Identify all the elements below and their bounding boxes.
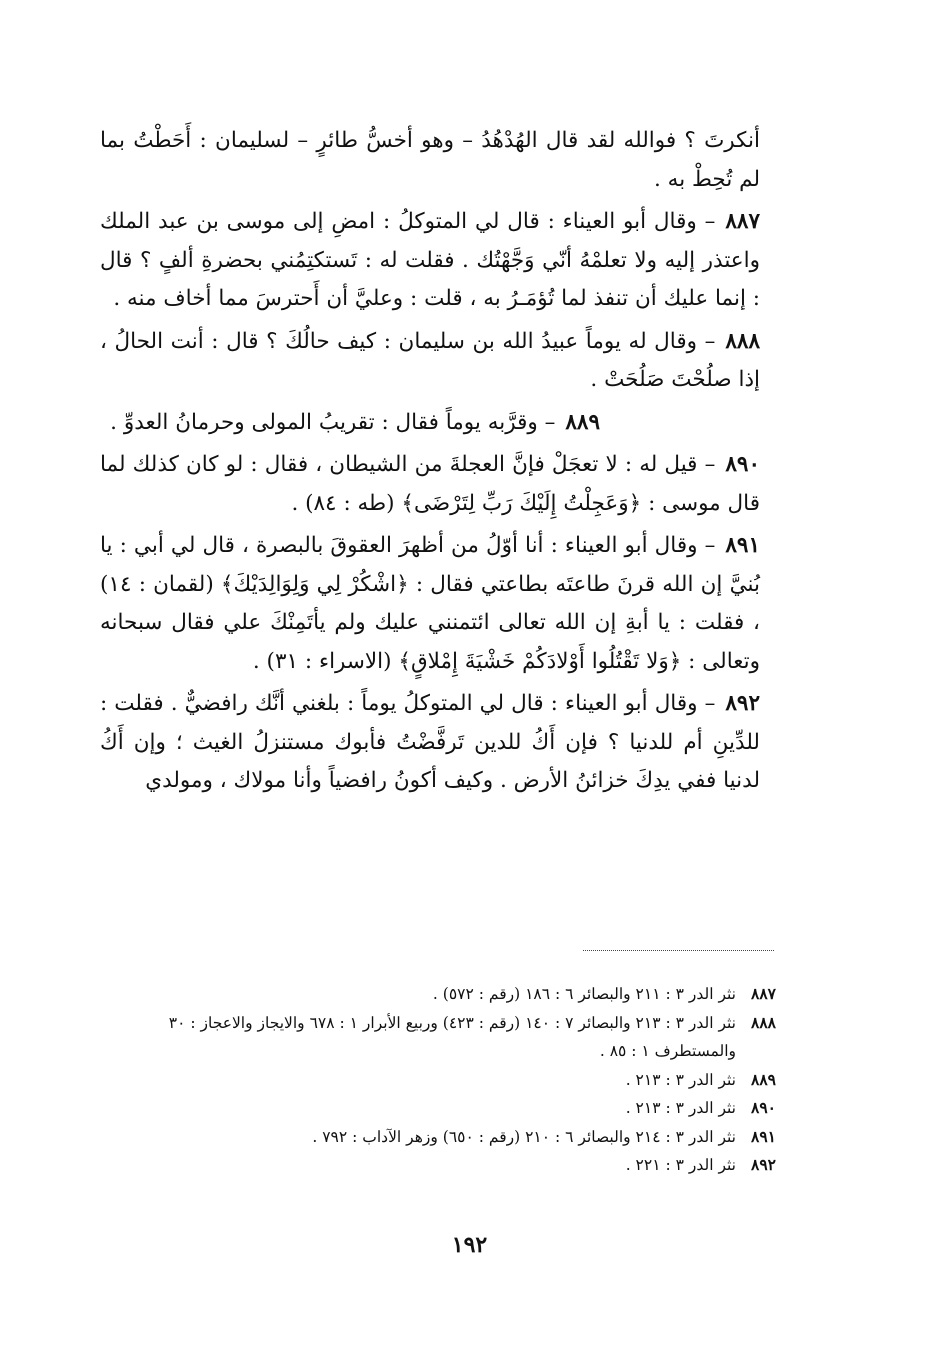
footnote-number: ٨٨٩ bbox=[751, 1069, 776, 1089]
paragraph-889 bbox=[100, 404, 760, 443]
paragraph-continuation bbox=[100, 122, 760, 199]
paragraph-891 bbox=[100, 527, 760, 681]
paragraph-text: أنكرتَ ؟ فوالله لقد قال الهُدْهُدُ – وهو أخسُّ طائرٍ – لسليمان : أَحَطْتُ بما لم تُحِطْ به . bbox=[100, 128, 760, 192]
footnote-887 bbox=[100, 980, 776, 1009]
paragraph-number: ٨٨٩ bbox=[565, 409, 600, 435]
footnotes bbox=[100, 980, 776, 1180]
paragraph-number: ٨٩٢ bbox=[725, 691, 760, 716]
footnote-number: ٨٩١ bbox=[751, 1126, 776, 1146]
paragraph-text: – وقرَّبه يوماً فقال : تقريبُ المولى وحرمانُ العدوِّ . bbox=[110, 409, 556, 435]
footnote-888 bbox=[100, 1009, 776, 1066]
paragraph-890 bbox=[100, 446, 760, 523]
main-text bbox=[100, 122, 760, 805]
paragraph-text: – وقال له يوماً عبيدُ الله بن سليمان : كيف حالُكَ ؟ قال : أنت الحالُ ، إذا صلُحْتَ صَلُحَتْ . bbox=[100, 328, 760, 392]
paragraph-text: – وقال أبو العيناء : قال لي المتوكلُ يوماً : بلغني أنَّك رافضيٌّ . فقلت : للدِّينِ أم للدنيا ؟ فإن أَكُ للدين تَرفَّضْتُ فأبوك مستنزلُ الغيث ؛ وإن أَكُ لدنيا ففي يدِكَ خزائنُ الأرض . وكيف أكونُ رافضياً وأنا مولاك ، ومولدي bbox=[100, 691, 760, 793]
page-number: ١٩٢ bbox=[451, 1232, 488, 1258]
footnote-889 bbox=[100, 1066, 776, 1095]
footnote-text: نثر الدر ٣ : ٢٢١ . bbox=[625, 1156, 736, 1174]
footnote-text: نثر الدر ٣ : ٢١٣ . bbox=[625, 1070, 736, 1089]
paragraph-text: – وقال أبو العيناء : قال لي المتوكلُ : امضِ إلى موسى بن عبد الملك واعتذر إليه ولا تعلمْهُ أنّي وَجَّهْتُك . فقلت له : تَستكتِمُني بحضرةِ ألفٍ ؟ قال : إنما عليك أن تنفذ لما تُؤمَـرُ به ، قلت : وعليَّ أن أَحترسَ مما أخاف منه . bbox=[100, 209, 760, 311]
paragraph-887 bbox=[100, 203, 760, 319]
paragraph-text: – وقال أبو العيناء : أنا أوّلُ من أظهرَ العقوقَ بالبصرة ، قال لي أبي : يا بُنيَّ إن الله قرنَ طاعتَه بطاعتي فقال : ﴿اشْكُرْ لِي وَلِوَالِدَيْكَ﴾ (لقمان : ١٤) ، فقلت : يا أبةِ إن الله تعالى ائتمنني عليك ولم يأتَمِنْكَ علي فقال سبحانه وتعالى : ﴿وَلا تَقْتُلُوا أَوْلادَكُمْ خَشْيَةَ إِمْلاقٍ﴾ (الاسراء : ٣١) . bbox=[100, 533, 760, 674]
footnote-text: نثر الدر ٣ : ٢١٤ والبصائر ٦ : ٢١٠ (رقم : ٦٥٠) وزهر الآداب : ٧٩٢ . bbox=[312, 1127, 736, 1146]
footnote-number: ٨٨٨ bbox=[751, 1012, 776, 1032]
footnote-890 bbox=[100, 1094, 776, 1123]
paragraph-text: – قيل له : لا تعجَلْ فإنَّ العجلةَ من الشيطان ، فقال : لو كان كذلك لما قال موسى : ﴿وَعَجِلْتُ إِلَيْكَ رَبِّ لِتَرْضَى﴾ (طه : ٨٤) . bbox=[100, 452, 760, 516]
footnote-892 bbox=[100, 1151, 776, 1180]
footnote-number: ٨٩٢ bbox=[751, 1155, 776, 1174]
footnote-number: ٨٨٧ bbox=[751, 984, 776, 1003]
paragraph-number: ٨٨٨ bbox=[725, 328, 760, 354]
footnote-text: نثر الدر ٣ : ٢١٣ والبصائر ٧ : ١٤٠ (رقم : ٤٢٣) وربيع الأبرار ١ : ٦٧٨ والايجاز والاعجاز : ٣٠ والمستطرف ١ : ٨٥ . bbox=[168, 1013, 736, 1060]
footnote-891 bbox=[100, 1123, 776, 1152]
paragraph-892 bbox=[100, 685, 760, 801]
paragraph-number: ٨٩٠ bbox=[725, 452, 760, 477]
paragraph-number: ٨٩١ bbox=[725, 533, 760, 558]
footnote-number: ٨٩٠ bbox=[751, 1098, 776, 1117]
footnote-text: نثر الدر ٣ : ٢١٣ . bbox=[625, 1099, 736, 1117]
footnote-separator bbox=[583, 950, 774, 951]
footnote-text: نثر الدر ٣ : ٢١١ والبصائر ٦ : ١٨٦ (رقم : ٥٧٢) . bbox=[432, 985, 736, 1003]
paragraph-888 bbox=[100, 323, 760, 400]
paragraph-number: ٨٨٧ bbox=[725, 209, 760, 234]
